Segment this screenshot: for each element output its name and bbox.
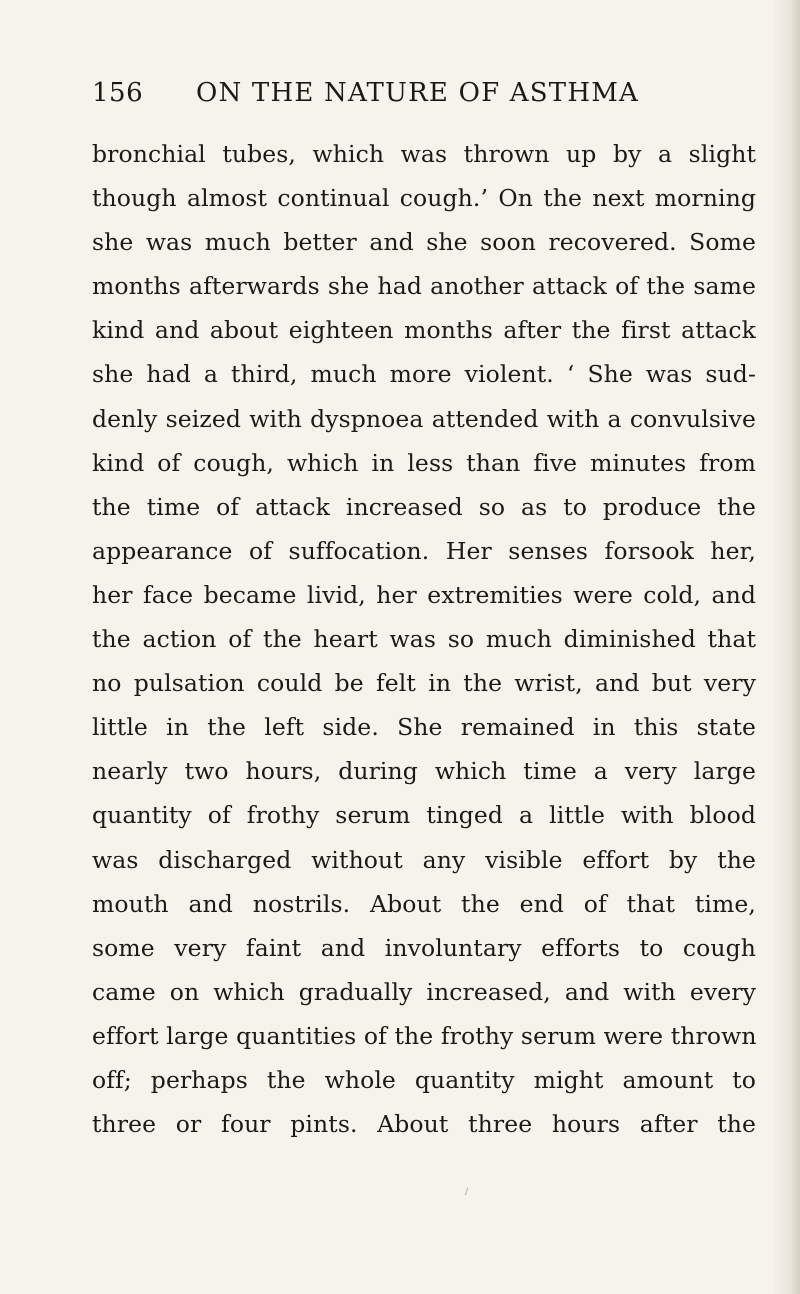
text-line: was discharged without any visible effort by the — [92, 845, 756, 874]
text-line: though almost continual cough.’ On the next morning — [92, 184, 756, 213]
text-line: kind of cough, which in less than five minutes from — [92, 448, 756, 477]
page-edge-shadow — [772, 0, 800, 1294]
text-line: three or four pints. About three hours after the — [92, 1110, 756, 1139]
text-line: her face became livid, her extremities were cold, and — [92, 580, 756, 609]
text-line: mouth and nostrils. About the end of that time, — [92, 889, 756, 918]
text-line: nearly two hours, during which time a very large — [92, 757, 756, 786]
stray-ink-mark — [465, 1187, 472, 1196]
text-line: effort large quantities of the frothy serum were thrown — [92, 1021, 757, 1050]
page-header — [92, 78, 706, 118]
text-line: she was much better and she soon recovered. Some — [92, 228, 756, 257]
text-line: months afterwards she had another attack of the same — [92, 272, 756, 301]
text-line: little in the left side. She remained in this state — [92, 713, 756, 742]
text-line: came on which gradually increased, and with every — [92, 977, 756, 1006]
running-title: ON THE NATURE OF ASTHMA — [196, 78, 639, 108]
text-line: off; perhaps the whole quantity might amount to — [92, 1065, 756, 1094]
text-line: quantity of frothy serum tinged a little with blood — [92, 801, 756, 830]
text-line: the time of attack increased so as to produce the — [92, 492, 756, 521]
text-line: kind and about eighteen months after the first attack — [92, 316, 756, 345]
text-line: some very faint and involuntary efforts to cough — [92, 933, 756, 962]
text-line: denly seized with dyspnoea attended with a convulsive — [92, 404, 756, 433]
text-line: no pulsation could be felt in the wrist, and but very — [92, 669, 756, 698]
text-line: bronchial tubes, which was thrown up by a slight — [92, 140, 756, 168]
page-number: 156 — [92, 78, 144, 108]
text-line: appearance of suffocation. Her senses forsook her, — [92, 536, 756, 565]
text-line: she had a third, much more violent. ‘ She was sud- — [92, 360, 756, 389]
text-line: the action of the heart was so much diminished that — [92, 625, 756, 654]
body-text — [92, 132, 756, 1146]
